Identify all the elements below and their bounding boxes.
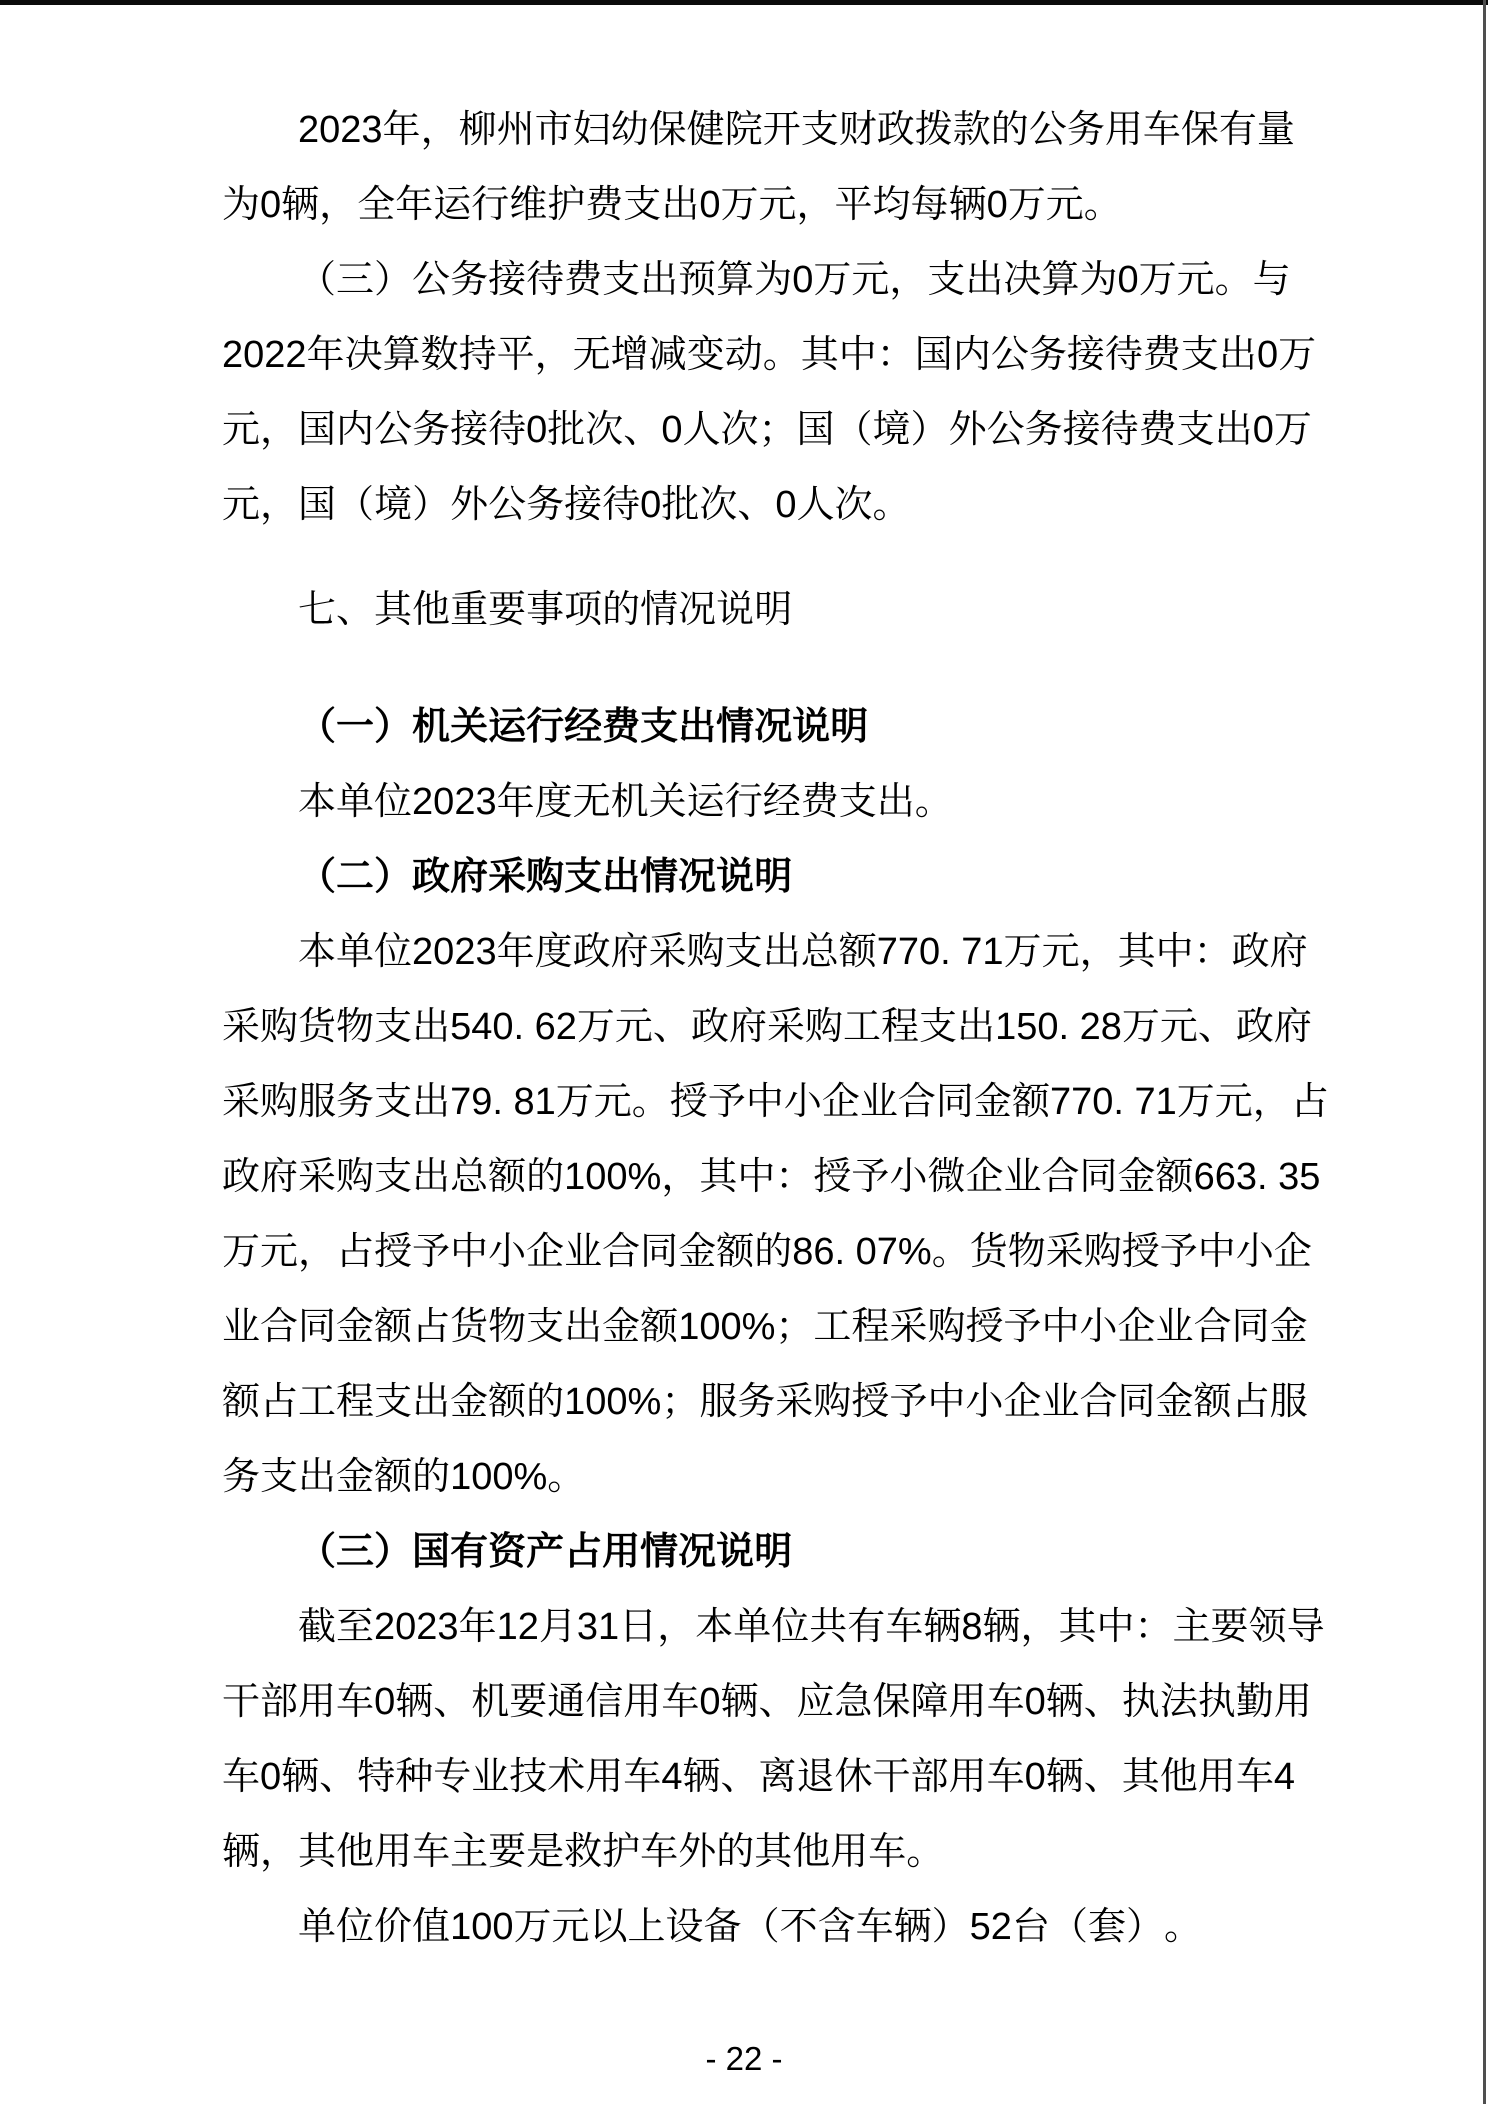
text-line: （ 三 ） 公 务 接 待 费 支 出 预 算 为 0 万 元 ， 支 出 决 算 为 0 万 元 。 与 — [298, 258, 1291, 301]
text-line: 万 元 ， 占 授 予 中 小 企 业 合 同 金 额 的 86. 07% 。 货 物 采 购 授 予 中 小 企 — [222, 1230, 1312, 1273]
text-line: 为 0 辆 ， 全 年 运 行 维 护 费 支 出 0 万 元 ， 平 均 每 辆 0 万 元 。 — [222, 183, 1122, 226]
document-body — [222, 92, 1329, 1964]
text-line: 务 支 出 金 额 的 100% 。 — [222, 1455, 586, 1498]
subsection-heading: （ 三 ） 国 有 资 产 占 用 情 况 说 明 — [298, 1530, 793, 1573]
text-line: 元 ， 国 内 公 务 接 待 0 批 次 、 0 人 次 ； 国 （ 境 ） 外 公 务 接 待 费 支 出 0 万 — [222, 408, 1312, 451]
text-line: 采 购 货 物 支 出 540. 62 万 元 、 政 府 采 购 工 程 支 出 150. 28 万 元 、 政 府 — [222, 1005, 1312, 1048]
text-line: 额 占 工 程 支 出 金 额 的 100% ； 服 务 采 购 授 予 中 小 企 业 合 同 金 额 占 服 — [222, 1380, 1308, 1423]
top-border-line — [0, 0, 1488, 5]
text-line: 辆 ， 其 他 用 车 主 要 是 救 护 车 外 的 其 他 用 车 。 — [222, 1830, 945, 1873]
text-line: 政 府 采 购 支 出 总 额 的 100% ， 其 中 ： 授 予 小 微 企 业 合 同 金 额 663. 35 — [222, 1155, 1321, 1198]
text-line: 元 ， 国 （ 境 ） 外 公 务 接 待 0 批 次 、 0 人 次 。 — [222, 483, 911, 526]
section-heading: 七 、 其 他 重 要 事 项 的 情 况 说 明 — [298, 588, 793, 631]
text-line: 业 合 同 金 额 占 货 物 支 出 金 额 100% ； 工 程 采 购 授 予 中 小 企 业 合 同 金 — [222, 1305, 1308, 1348]
subsection-heading: （ 一 ） 机 关 运 行 经 费 支 出 情 况 说 明 — [298, 705, 869, 748]
text-line: 采 购 服 务 支 出 79. 81 万 元 。 授 予 中 小 企 业 合 同 金 额 770. 71 万 元 ， 占 — [222, 1080, 1329, 1123]
text-line: 单 位 价 值 100 万 元 以 上 设 备 （ 不 含 车 辆 ） 52 台 （ 套 ） 。 — [298, 1905, 1203, 1948]
text-line: 本 单 位 2023 年 度 政 府 采 购 支 出 总 额 770. 71 万 元 ， 其 中 ： 政 府 — [298, 930, 1308, 973]
text-line: 2022 年 决 算 数 持 平 ， 无 增 减 变 动 。 其 中 ： 国 内 公 务 接 待 费 支 出 0 万 — [222, 333, 1317, 376]
right-border-line — [1483, 0, 1486, 2104]
text-line: 本 单 位 2023 年 度 无 机 关 运 行 经 费 支 出 。 — [298, 780, 953, 823]
page-number: - 22 - — [705, 2040, 783, 2077]
text-line: 干 部 用 车 0 辆 、 机 要 通 信 用 车 0 辆 、 应 急 保 障 用 车 0 辆 、 执 法 执 勤 用 — [222, 1680, 1312, 1723]
text-line: 车 0 辆 、 特 种 专 业 技 术 用 车 4 辆 、 离 退 休 干 部 用 车 0 辆 、 其 他 用 车 4 — [222, 1755, 1295, 1798]
text-line: 2023 年 ， 柳 州 市 妇 幼 保 健 院 开 支 财 政 拨 款 的 公 务 用 车 保 有 量 — [298, 108, 1295, 151]
subsection-heading: （ 二 ） 政 府 采 购 支 出 情 况 说 明 — [298, 855, 793, 898]
text-line: 截 至 2023 年 12 月 31 日 ， 本 单 位 共 有 车 辆 8 辆 ， 其 中 ： 主 要 领 导 — [298, 1605, 1325, 1648]
